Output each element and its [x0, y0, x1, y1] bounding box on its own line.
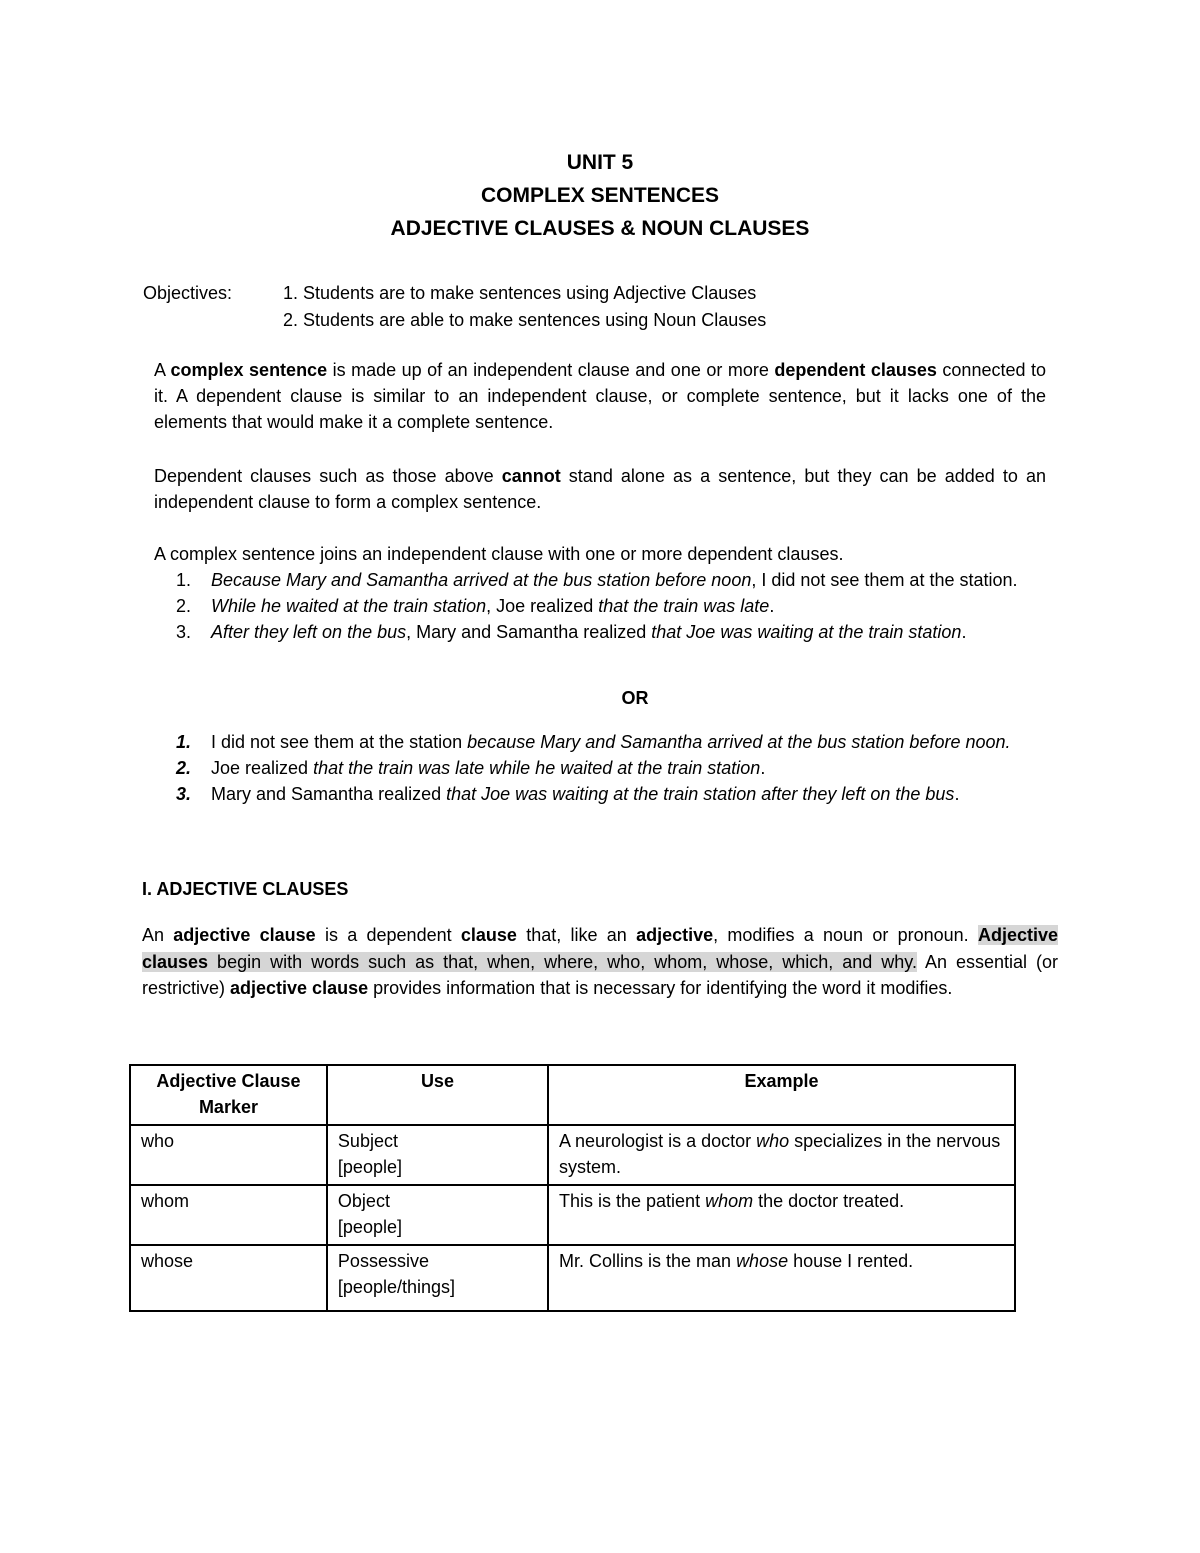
column-header: Adjective Clause Marker [130, 1065, 327, 1125]
example-cell: A neurologist is a doctor who specializes in the nervous system. [548, 1125, 1015, 1185]
list-item: 3. After they left on the bus, Mary and Samantha realized that Joe was waiting at the train station. [176, 622, 967, 642]
column-header: Use [327, 1065, 548, 1125]
use-cell: Object [people] [327, 1185, 548, 1245]
title-block [0, 146, 1200, 245]
use-cell: Possessive [people/things] [327, 1245, 548, 1311]
topic-title: COMPLEX SENTENCES [480, 184, 720, 207]
table-row [130, 1125, 1015, 1185]
table-row [130, 1185, 1015, 1245]
examples-section [154, 541, 1046, 645]
examples-list [154, 567, 1046, 645]
list-item: 2. While he waited at the train station, Joe realized that the train was late. [176, 596, 775, 616]
column-header: Example [548, 1065, 1015, 1125]
list-item: 1. I did not see them at the station because Mary and Samantha arrived at the bus station before noon. [176, 732, 1011, 752]
alternate-examples-list [154, 729, 1054, 807]
list-item: 3. Mary and Samantha realized that Joe was waiting at the train station after they left on the bus. [176, 784, 960, 804]
objectives [143, 280, 766, 334]
marker-cell: who [130, 1125, 327, 1185]
list-item: 2. Joe realized that the train was late while he waited at the train station. [176, 758, 766, 778]
table-row [130, 1245, 1015, 1311]
table-header-row [130, 1065, 1015, 1125]
highlighted-text: Adjective clauses begin with words such as that, when, where, who, whom, whose, which, and why. [142, 925, 1058, 972]
unit-title: UNIT 5 [566, 151, 634, 174]
or-separator: OR [621, 688, 649, 708]
marker-cell: whom [130, 1185, 327, 1245]
section-heading-adjective-clauses: I. ADJECTIVE CLAUSES [142, 879, 349, 899]
complex-sentence-definition: A complex sentence is made up of an independent clause and one or more dependent clauses connected to it. A dependent clause is similar to an independent clause, or complete sentence, but it lacks one of the elements that would make it a complete sentence. [154, 360, 1046, 432]
adjective-clause-table [129, 1064, 1016, 1312]
example-cell: This is the patient whom the doctor treated. [548, 1185, 1015, 1245]
objectives-label: Objectives: [143, 283, 233, 303]
examples-intro: A complex sentence joins an independent clause with one or more dependent clauses. [154, 544, 844, 564]
subtopic-title: ADJECTIVE CLAUSES & NOUN CLAUSES [390, 217, 810, 240]
example-cell: Mr. Collins is the man whose house I rented. [548, 1245, 1015, 1311]
objective-item: 1. Students are to make sentences using Adjective Clauses [283, 283, 757, 303]
dependent-clause-paragraph: Dependent clauses such as those above cannot stand alone as a sentence, but they can be added to an independent clause to form a complex sentence. [154, 466, 1046, 512]
objective-item: 2. Students are able to make sentences using Noun Clauses [283, 310, 767, 330]
adjective-clause-definition: An adjective clause is a dependent clause that, like an adjective, modifies a noun or pronoun. Adjective clauses begin with words such as that, when, where, who, whom, whose, which, and why. An essential (or restrictive) adjective clause provides information that is necessary for identifying the word it modifies. [142, 925, 1058, 998]
use-cell: Subject [people] [327, 1125, 548, 1185]
marker-cell: whose [130, 1245, 327, 1311]
list-item: 1. Because Mary and Samantha arrived at the bus station before noon, I did not see them at the station. [176, 570, 1018, 590]
